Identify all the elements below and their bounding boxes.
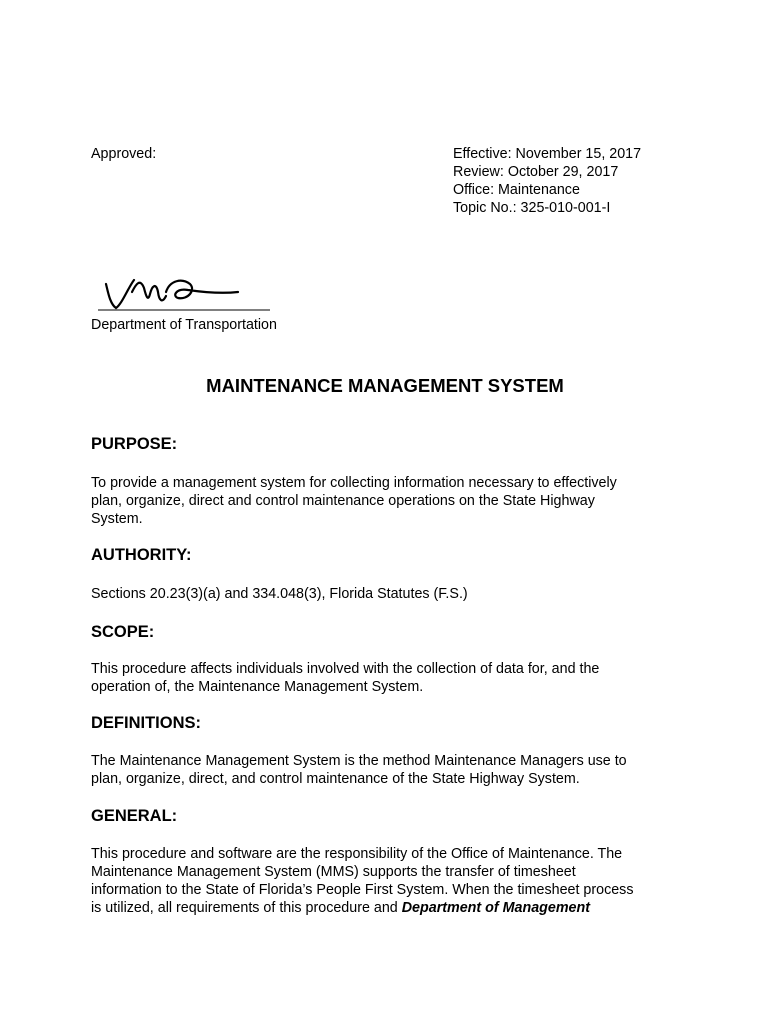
definitions-text bbox=[91, 752, 691, 788]
general-text bbox=[91, 845, 691, 917]
general-line-3: information to the State of Florida’s People First System. When the timesheet process bbox=[91, 882, 634, 898]
authority-heading: AUTHORITY: bbox=[91, 546, 192, 564]
scope-heading: SCOPE: bbox=[91, 623, 155, 641]
office-name: Office: Maintenance bbox=[453, 182, 580, 198]
definitions-heading: DEFINITIONS: bbox=[91, 714, 201, 732]
general-line-2: Maintenance Management System (MMS) supports the transfer of timesheet bbox=[91, 864, 576, 880]
authority-line-1: Sections 20.23(3)(a) and 334.048(3), Florida Statutes (F.S.) bbox=[91, 586, 468, 602]
purpose-line-1: To provide a management system for collecting information necessary to effectively bbox=[91, 475, 617, 491]
purpose-text bbox=[91, 474, 691, 528]
topic-number: Topic No.: 325-010-001-I bbox=[453, 200, 611, 216]
approved-label: Approved: bbox=[91, 146, 157, 162]
scope-text bbox=[91, 660, 691, 696]
general-line-4 bbox=[91, 899, 691, 917]
purpose-line-2: plan, organize, direct and control maintenance operations on the State Highway bbox=[91, 493, 595, 509]
department-of-management-reference: Department of Management bbox=[401, 900, 591, 916]
authority-text bbox=[91, 585, 691, 603]
handwritten-signature-icon bbox=[92, 270, 292, 316]
purpose-line-3: System. bbox=[91, 511, 143, 527]
purpose-heading: PURPOSE: bbox=[91, 435, 178, 453]
department-label: Department of Transportation bbox=[91, 317, 277, 333]
definitions-line-1: The Maintenance Management System is the method Maintenance Managers use to bbox=[91, 753, 627, 769]
review-date: Review: October 29, 2017 bbox=[453, 164, 619, 180]
general-heading: GENERAL: bbox=[91, 807, 178, 825]
scope-line-2: operation of, the Maintenance Management System. bbox=[91, 679, 424, 695]
effective-date: Effective: November 15, 2017 bbox=[453, 146, 642, 162]
general-line-1: This procedure and software are the responsibility of the Office of Maintenance. The bbox=[91, 846, 623, 862]
signature bbox=[92, 270, 292, 316]
document-title: MAINTENANCE MANAGEMENT SYSTEM bbox=[206, 375, 564, 396]
definitions-line-2: plan, organize, direct, and control maintenance of the State Highway System. bbox=[91, 771, 580, 787]
document-metadata bbox=[453, 145, 641, 217]
scope-line-1: This procedure affects individuals involved with the collection of data for, and the bbox=[91, 661, 600, 677]
general-line-4-text: is utilized, all requirements of this procedure and bbox=[91, 900, 402, 916]
